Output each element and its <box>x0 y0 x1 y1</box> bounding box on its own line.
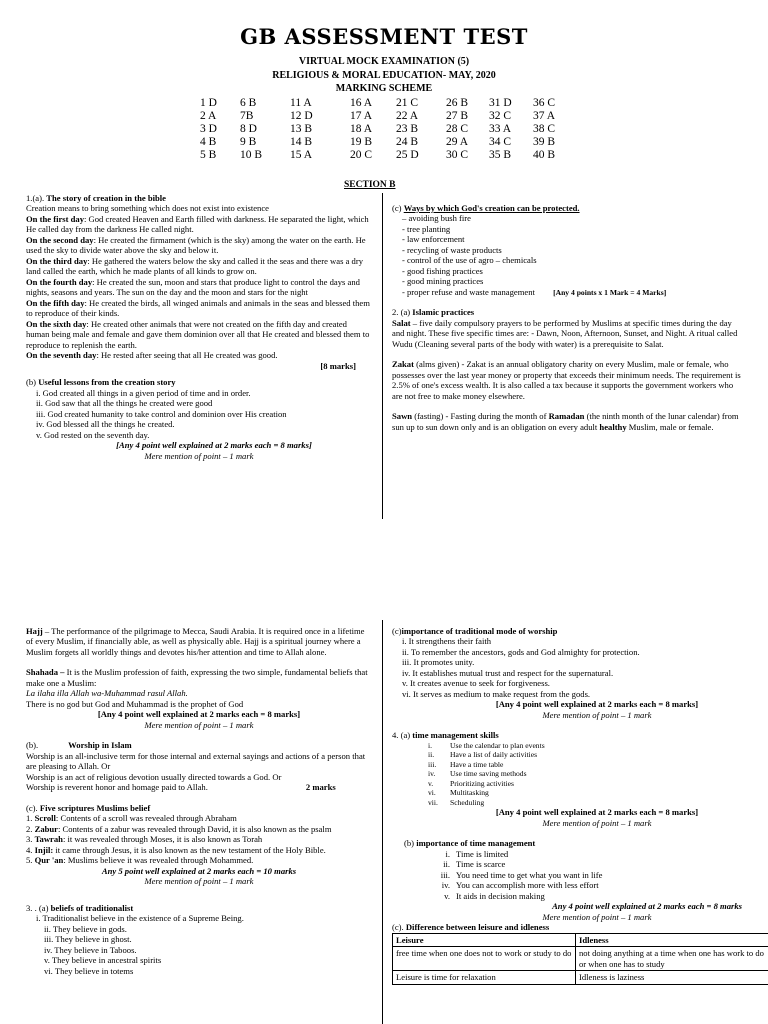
answer-key-cell: 22 A <box>396 110 419 122</box>
answer-key-cell: 31 D <box>489 97 512 109</box>
list-item: vi. Multitasking <box>428 788 489 798</box>
list-item: vi. It serves as medium to make request from the gods. <box>402 688 591 699</box>
table-cell: Leisure is time for relaxation <box>393 971 576 984</box>
list-item: - tree planting <box>402 223 451 234</box>
creation-day: On the first day: God created Heaven and Earth filled with darkness. He separated the light, which He called day from the darkness He called night. <box>26 213 369 235</box>
answer-key-cell: 35 B <box>489 149 512 161</box>
question-1-column <box>26 193 372 461</box>
answer-key-cell: 32 C <box>489 110 512 122</box>
table-header-cell: Idleness <box>576 933 768 946</box>
list-item: iv. It establishes mutual trust and respect for the supernatural. <box>402 667 614 678</box>
list-item: iii. Have a time table <box>428 759 504 769</box>
marking-note-mention: Mere mention of point – 1 mark <box>542 709 652 720</box>
sawn-text: Sawn (fasting) - Fasting during the month of Ramadan (the ninth month of the lunar calendar) from sun up to sun down only and is an obligation on every adult healthy Muslim, male or female. <box>392 411 739 432</box>
shahada-arabic: La ilaha illa Allah wa-Muhammad rasul Allah. <box>26 688 188 699</box>
question-3-4-column <box>392 626 762 985</box>
answer-key-cell: 36 C <box>533 97 556 109</box>
scripture-item: 1. Scroll: Contents of a scroll was revealed through Abraham <box>26 813 237 824</box>
answer-key-cell: 3 D <box>200 123 217 135</box>
list-item: iii. They believe in ghost. <box>44 934 132 945</box>
answer-key-cell: 17 A <box>350 110 373 122</box>
list-item: i. God created all things in a given period of time and in order. <box>36 387 251 398</box>
marking-note: [Any 4 point well explained at 2 marks each = 8 marks] <box>97 709 301 720</box>
list-item: - recycling of waste products <box>402 244 502 255</box>
creation-day: On the sixth day: He created other animals that were not created on the fifth day and created human being male and female and gave them dominion over all that He created and blessed them to reproduce to replenish the earth. <box>26 318 370 350</box>
list-item: iii. It promotes unity. <box>402 657 475 668</box>
answer-key-grid <box>200 97 573 162</box>
creation-day: On the fifth day: He created the birds, all winged animals and animals in the seas and blessed them to reproduce of their kinds. <box>26 297 370 319</box>
marks-label: [8 marks] <box>320 360 356 371</box>
marking-scheme-label: MARKING SCHEME <box>335 83 433 94</box>
list-item: vi. They believe in totems <box>44 965 134 976</box>
list-item: ii. They believe in gods. <box>44 923 127 934</box>
list-item: i. It strengthens their faith <box>402 636 492 647</box>
marking-note-mention: Mere mention of point – 1 mark <box>542 817 652 828</box>
list-item: iv. They believe in Taboos. <box>44 944 137 955</box>
answer-key-cell: 11 A <box>290 97 312 109</box>
answer-key-cell: 18 A <box>350 123 373 135</box>
question-2-continued-column <box>26 626 372 976</box>
marking-note-mention: Mere mention of point – 1 mark <box>144 719 254 730</box>
answer-key-cell: 29 A <box>446 136 469 148</box>
question-2-column <box>392 203 744 432</box>
creation-day: On the seventh day: He rested after seeing that all He created was good. <box>26 350 278 361</box>
marking-note-mention: Mere mention of point – 1 mark <box>144 876 254 887</box>
q1c-heading: (c) Ways by which God's creation can be protected. <box>392 203 580 213</box>
q2c-heading: (c). Five scriptures Muslims belief <box>26 802 151 813</box>
q2a-heading: 2. (a) Islamic practices <box>392 307 475 318</box>
answer-key-cell: 15 A <box>290 149 313 161</box>
worship-definition: Worship is reverent honor and homage paid to Allah. 2 marks <box>26 782 336 793</box>
list-item: - proper refuse and waste management [Any 4 points x 1 Mark = 4 Marks] <box>402 286 667 297</box>
q3a-heading: 3. . (a) beliefs of traditionalist <box>26 902 134 913</box>
salat-text: Salat – five daily compulsory prayers to be performed by Muslims at specific times during the day and night. These five specific times are: - Dawn, Noon, Afternoon, Sunset, and Night. A ritual called Wudu (Cleaning several parts of the body with water) is a prerequisite to Salat. <box>392 317 738 349</box>
answer-key-cell: 7B <box>240 110 254 122</box>
subject-line: RELIGIOUS & MORAL EDUCATION- MAY, 2020 <box>272 70 496 81</box>
list-item: vii. Scheduling <box>428 797 485 807</box>
answer-key-cell: 5 B <box>200 149 217 161</box>
creation-day: On the fourth day: He created the sun, moon and stars that produce light to control the days and nights, seasons and years. The sun on the day and the moon and stars for the night <box>26 276 360 298</box>
list-item: v. They believe in ancestral spirits <box>44 955 162 966</box>
importance-list <box>392 849 762 901</box>
answer-key-cell: 21 C <box>396 97 419 109</box>
marking-note: Any 5 point well explained at 2 marks each = 10 marks <box>101 865 297 876</box>
list-item: ii. God saw that all the things he created were good <box>36 398 213 409</box>
list-item: v. It creates avenue to seek for forgiveness. <box>402 678 550 689</box>
list-item: iii. God created humanity to take control and dominion over His creation <box>36 408 287 419</box>
answer-key-cell: 12 D <box>290 110 313 122</box>
answer-key-cell: 8 D <box>240 123 257 135</box>
column-divider <box>382 193 383 519</box>
marking-note: Any 4 point well explained at 2 marks each = 8 marks <box>552 901 742 912</box>
list-item: – avoiding bush fire <box>402 213 471 224</box>
list-item: v. Prioritizing activities <box>428 778 514 788</box>
answer-key-cell: 20 C <box>350 149 373 161</box>
list-item: iv. God blessed all the things he created. <box>36 419 175 430</box>
list-item: - control of the use of agro – chemicals <box>402 255 537 266</box>
answer-key-cell: 10 B <box>240 149 263 161</box>
creation-day: On the second day: He created the firmament (which is the sky) among the water on the earth. He used the sky to divide water above the sky and below it. <box>26 234 366 256</box>
column-divider <box>382 620 383 1024</box>
answer-key-cell: 28 C <box>446 123 469 135</box>
table-row <box>393 947 768 971</box>
hajj-text: Hajj – The performance of the pilgrimage to Mecca, Saudi Arabia. It is required once in a lifetime of every Muslim, if financially able, as well as physically able. Hajj is a spiritual journey where a Muslim forgets all worldly things and devotes his/her attention and time to Allah alone. <box>26 626 365 657</box>
marking-note: [Any 4 point well explained at 2 marks each = 8 marks] <box>495 807 699 818</box>
creation-day: On the third day: He gathered the waters below the sky and called it the seas and there was a dry land called the earth, which he made plants of all kinds to grow on. <box>26 255 363 277</box>
q4c-heading: (c). Difference between leisure and idleness <box>392 922 550 933</box>
marking-note-mention: Mere mention of point – 1 mark <box>144 450 254 461</box>
list-item: i. Traditionalist believe in the existence of a Supreme Being. <box>36 913 244 924</box>
zakat-text: Zakat (alms given) - Zakat is an annual obligatory charity on every Muslim, male or female, who possesses over the last year money or property that exceeds their minimum needs. The requirement is 2.5% of one's excess wealth. It is also called a tax because it supports the government workers who are not free to make money elsewhere. <box>392 359 741 401</box>
answer-key-cell: 6 B <box>240 97 257 109</box>
list-item: iv. Use time saving methods <box>428 769 527 779</box>
answer-key-cell: 25 D <box>396 149 419 161</box>
list-item: - good mining practices <box>402 276 484 287</box>
answer-key-cell: 4 B <box>200 136 217 148</box>
answer-key-cell: 14 B <box>290 136 313 148</box>
list-item: v. God rested on the seventh day. <box>36 429 150 440</box>
scripture-item: 2. Zabur: Contents of a zabur was revealed through David, it is also known as the psalm <box>26 823 332 834</box>
list-item: iii. You need time to get what you want in life <box>440 869 603 880</box>
answer-key-cell: 1 D <box>200 97 217 109</box>
shahada-english: There is no god but God and Muhammad is the prophet of God <box>26 698 244 709</box>
table-cell: not doing anything at a time when one has work to do or when one has to study <box>576 947 768 971</box>
marking-note: [Any 4 point well explained at 2 marks each = 8 marks] <box>116 440 312 451</box>
worship-definition: Worship is an act of religious devotion usually directed towards a God. Or <box>26 771 282 782</box>
answer-key-cell: 9 B <box>240 136 257 148</box>
answer-key-cell: 16 A <box>350 97 373 109</box>
list-item: i. Use the calendar to plan events <box>428 740 545 750</box>
marking-note-mention: Mere mention of point – 1 mark <box>542 911 652 922</box>
list-item: - good fishing practices <box>402 265 483 276</box>
list-item: i. Time is limited <box>445 848 509 859</box>
q4b-heading: (b) importance of time management <box>404 838 536 849</box>
page-title: GB ASSESSMENT TEST <box>240 24 528 49</box>
table-header-cell: Leisure <box>393 933 576 946</box>
answer-key-cell: 37 A <box>533 110 556 122</box>
table-cell: Idleness is laziness <box>576 971 768 984</box>
answer-key-cell: 33 A <box>489 123 512 135</box>
scripture-item: 5. Qur 'an: Muslims believe it was revealed through Mohammed. <box>26 855 254 866</box>
list-item: - law enforcement <box>402 234 465 245</box>
answer-key-cell: 38 C <box>533 123 556 135</box>
answer-key-cell: 40 B <box>533 149 556 161</box>
list-item: ii. Time is scarce <box>443 859 506 870</box>
time-management-list <box>392 741 762 807</box>
answer-key-cell: 30 C <box>446 149 469 161</box>
exam-name: VIRTUAL MOCK EXAMINATION (5) <box>298 56 470 67</box>
list-item: ii. Have a list of daily activities <box>428 750 538 760</box>
q1a-intro: Creation means to bring something which does not exist into existence <box>26 203 269 214</box>
answer-key-cell: 34 C <box>489 136 512 148</box>
answer-key-cell: 23 B <box>396 123 419 135</box>
shahada-text: Shahada – It is the Muslim profession of faith, expressing the two simple, fundamental beliefs that make one a Muslim: <box>26 667 368 688</box>
answer-key-cell: 2 A <box>200 110 217 122</box>
answer-key-cell: 24 B <box>396 136 419 148</box>
q1b-heading: (b) Useful lessons from the creation story <box>26 377 176 388</box>
answer-key-cell: 26 B <box>446 97 469 109</box>
q3c-heading: (c)importance of traditional mode of worship <box>392 626 558 636</box>
list-item: ii. To remember the ancestors, gods and God almighty for protection. <box>402 646 640 657</box>
answer-key-cell: 27 B <box>446 110 469 122</box>
section-b-heading: SECTION B <box>344 180 396 190</box>
leisure-idleness-table <box>392 933 768 985</box>
marking-note: [Any 4 point well explained at 2 marks each = 8 marks] <box>495 699 699 710</box>
scripture-item: 4. Injil: it came through Jesus, it is also known as the new testament of the Holy Bible. <box>26 844 326 855</box>
list-item: iv. You can accomplish more with less effort <box>441 880 599 891</box>
scripture-item: 3. Tawrah: it was revealed through Moses, it is also known as Torah <box>26 834 263 845</box>
answer-key-cell: 13 B <box>290 123 313 135</box>
worship-definition: Worship is an all-inclusive term for those internal and external sayings and actions of a person that are pleasing to Allah. Or <box>26 750 366 772</box>
table-header-row <box>393 933 768 946</box>
q1a-heading: 1.(a). The story of creation in the bible <box>26 193 166 203</box>
q4a-heading: 4. (a) time management skills <box>392 730 499 741</box>
answer-key-cell: 19 B <box>350 136 373 148</box>
q2b-heading: (b). Worship in Islam <box>26 740 132 751</box>
list-item: v. It aids in decision making <box>444 890 545 901</box>
answer-key-cell: 39 B <box>533 136 556 148</box>
table-row <box>393 971 768 984</box>
table-cell: free time when one does not to work or study to do <box>393 947 576 971</box>
